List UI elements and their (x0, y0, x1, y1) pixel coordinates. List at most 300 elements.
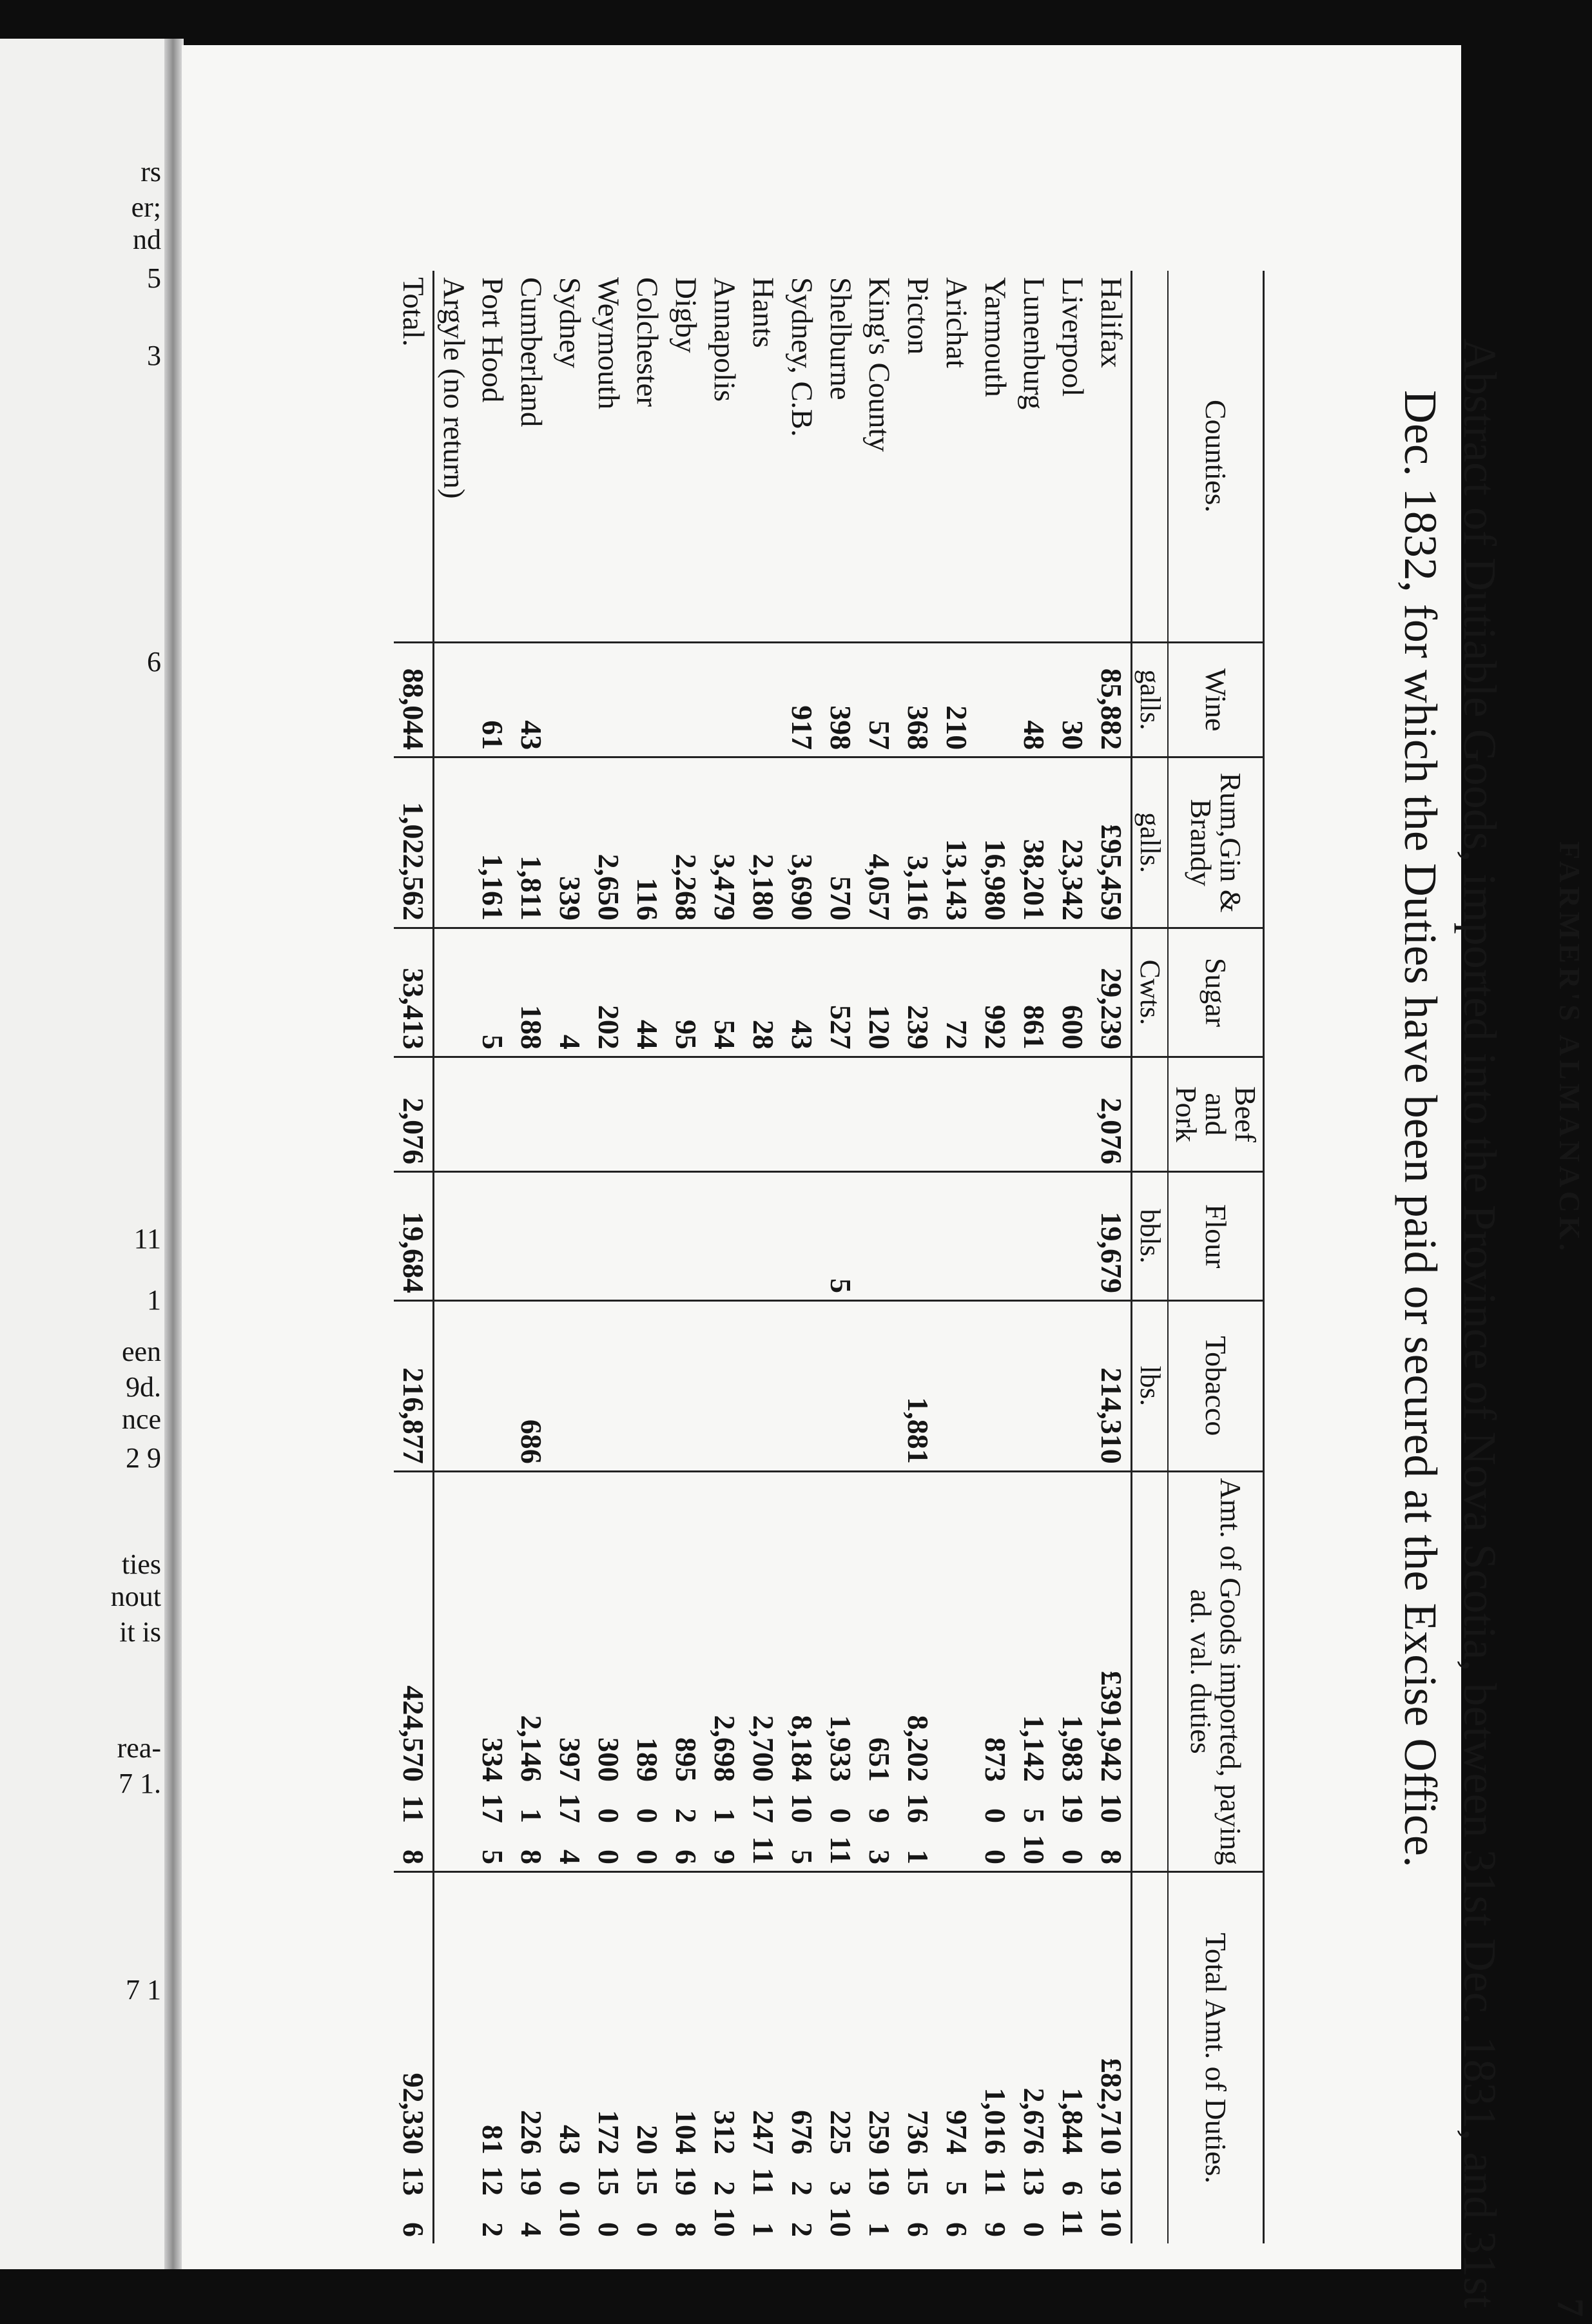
header-ad-valorem: Amt. of Goods imported, paying ad. val. duties (1168, 1471, 1264, 1871)
tobacco-cell (434, 1301, 474, 1472)
beef-cell (473, 1057, 512, 1171)
advalorem-shilling: 2 (670, 1808, 703, 1823)
advalorem-cell (705, 1471, 744, 1871)
duties-pound: 312 (708, 2110, 741, 2154)
duties-pence: 10 (824, 2207, 857, 2237)
duties-cell (512, 1872, 550, 2244)
duties-shilling: 5 (940, 2181, 973, 2196)
duties-cell (782, 1872, 821, 2244)
table-row (1092, 271, 1132, 2243)
advalorem-pound: 189 (631, 1737, 664, 1782)
sugar-cell: 5 (473, 928, 512, 1057)
advalorem-pound: 8,184 (786, 1715, 819, 1782)
flour-cell (550, 1172, 589, 1301)
flour-cell (898, 1172, 937, 1301)
dutiable-goods-table (394, 271, 1265, 2243)
rum-cell (434, 757, 474, 928)
advalorem-pence: 11 (824, 1836, 857, 1864)
wine-cell: 917 (782, 642, 821, 757)
advalorem-pound: 1,983 (1056, 1715, 1089, 1782)
advalorem-shilling: 10 (1095, 1793, 1128, 1823)
tobacco-cell (705, 1301, 744, 1472)
duties-cell (666, 1872, 705, 2244)
advalorem-cell (821, 1471, 860, 1871)
header-wine: Wine (1168, 642, 1264, 757)
table-row (473, 271, 512, 2243)
table-row (1014, 271, 1053, 2243)
advalorem-shilling: 1 (708, 1808, 741, 1823)
advalorem-pound: 1,933 (824, 1715, 857, 1782)
advalorem-shilling: 16 (902, 1793, 935, 1823)
wine-cell (666, 642, 705, 757)
tobacco-cell (821, 1301, 860, 1472)
duties-pound: 20 (631, 2125, 664, 2154)
advalorem-shilling: 17 (476, 1793, 509, 1823)
advalorem-cell (589, 1471, 628, 1871)
duties-pence: 11 (1056, 2209, 1089, 2237)
duties-shilling: 13 (397, 2166, 430, 2196)
page-number: 7 (1549, 2298, 1591, 2317)
beef-cell (550, 1057, 589, 1171)
beef-cell: 2,076 (1092, 1057, 1132, 1171)
flour-cell (782, 1172, 821, 1301)
advalorem-pound: 651 (863, 1737, 896, 1782)
almanac-page (182, 45, 1591, 2317)
flour-cell (628, 1172, 666, 1301)
duties-cell (1092, 1872, 1132, 2244)
advalorem-pence: 11 (747, 1836, 780, 1864)
duties-cell (1053, 1872, 1092, 2244)
county-name: Arichat (940, 277, 973, 368)
advalorem-cell (1092, 1471, 1132, 1871)
table-row (860, 271, 898, 2243)
duties-cell (976, 1872, 1014, 2244)
duties-shilling: 15 (631, 2166, 664, 2196)
county-name: Liverpool (1056, 277, 1089, 397)
wine-cell: 30 (1053, 642, 1092, 757)
table-row (550, 271, 589, 2243)
advalorem-cell (473, 1471, 512, 1871)
tobacco-cell (976, 1301, 1014, 1472)
advalorem-shilling: 10 (786, 1793, 819, 1823)
duties-pence: 2 (786, 2222, 819, 2237)
advalorem-pence: 3 (863, 1850, 896, 1864)
county-name: Annapolis (708, 277, 741, 402)
sugar-cell: 527 (821, 928, 860, 1057)
advalorem-pound: 873 (979, 1737, 1012, 1782)
header-total-duties: Total Amt. of Duties. (1168, 1872, 1264, 2244)
sugar-cell: 4 (550, 928, 589, 1057)
table-row (628, 271, 666, 2243)
county-name: Halifax (1094, 277, 1128, 368)
left-margin-fragment: rs (141, 156, 161, 188)
advalorem-shilling: 9 (863, 1808, 896, 1823)
county-name: Colchester (630, 277, 664, 407)
advalorem-pence: 8 (515, 1850, 548, 1864)
tobacco-cell: 1,881 (898, 1301, 937, 1472)
duties-pound: £82,710 (1095, 2058, 1128, 2154)
tobacco-cell (666, 1301, 705, 1472)
advalorem-cell (937, 1471, 976, 1871)
advalorem-pence: 5 (476, 1850, 509, 1864)
header-sugar: Sugar (1168, 928, 1264, 1057)
county-name: Weymouth (592, 277, 625, 410)
table-units-row (1132, 271, 1169, 2243)
advalorem-pence: 5 (786, 1850, 819, 1864)
header-flour: Flour (1168, 1172, 1264, 1301)
beef-cell (937, 1057, 976, 1171)
unit-total-duties (1132, 1872, 1169, 2244)
beef-cell (898, 1057, 937, 1171)
running-head (1535, 164, 1591, 2324)
wine-cell: 48 (1014, 642, 1053, 757)
duties-pound: 43 (554, 2125, 587, 2154)
unit-flour: bbls. (1132, 1172, 1169, 1301)
advalorem-shilling: 0 (979, 1808, 1012, 1823)
duties-pence: 10 (554, 2207, 587, 2237)
left-margin-fragment: 2 9 (126, 1442, 161, 1474)
table-header-row (1168, 271, 1264, 2243)
rum-cell: 1,022,562 (394, 757, 434, 928)
duties-cell (937, 1872, 976, 2244)
flour-cell (434, 1172, 474, 1301)
county-name: Argyle (no return) (437, 277, 471, 499)
total-row (394, 271, 434, 2243)
advalorem-cell (434, 1471, 474, 1871)
tobacco-cell (937, 1301, 976, 1472)
header-counties: Counties. (1199, 399, 1232, 513)
left-margin-fragment: ties (121, 1548, 161, 1580)
sugar-cell: 188 (512, 928, 550, 1057)
duties-cell (394, 1872, 434, 2244)
county-name: Sydney, C.B. (785, 277, 819, 437)
duties-pence: 9 (979, 2222, 1012, 2237)
sugar-cell: 33,413 (394, 928, 434, 1057)
duties-pound: 259 (863, 2110, 896, 2154)
left-margin-fragment: 3 (147, 340, 161, 371)
table-row (976, 271, 1014, 2243)
county-name: King's County (862, 277, 896, 452)
tobacco-cell (744, 1301, 782, 1472)
table-row (705, 271, 744, 2243)
duties-cell (898, 1872, 937, 2244)
sugar-cell (434, 928, 474, 1057)
sugar-cell: 600 (1053, 928, 1092, 1057)
advalorem-pence: 0 (1056, 1850, 1089, 1864)
duties-pence: 0 (631, 2222, 664, 2237)
wine-cell: 398 (821, 642, 860, 757)
duties-shilling: 12 (476, 2166, 509, 2196)
advalorem-pence: 9 (708, 1850, 741, 1864)
duties-pence: 1 (747, 2222, 780, 2237)
duties-pound: 736 (902, 2110, 935, 2154)
flour-cell (473, 1172, 512, 1301)
duties-pence: 4 (515, 2222, 548, 2237)
previous-page-margin (0, 39, 174, 2269)
duties-shilling: 6 (1056, 2181, 1089, 2196)
sugar-cell: 54 (705, 928, 744, 1057)
duties-pound: 225 (824, 2110, 857, 2154)
duties-shilling: 15 (592, 2166, 625, 2196)
flour-cell (1053, 1172, 1092, 1301)
flour-cell: 19,679 (1092, 1172, 1132, 1301)
book-gutter (164, 39, 184, 2269)
tobacco-cell (473, 1301, 512, 1472)
beef-cell (512, 1057, 550, 1171)
tobacco-cell (782, 1301, 821, 1472)
duties-cell (744, 1872, 782, 2244)
beef-cell: 2,076 (394, 1057, 434, 1171)
advalorem-pound: 2,146 (515, 1715, 548, 1782)
table-row (666, 271, 705, 2243)
beef-cell (589, 1057, 628, 1171)
duties-cell (1014, 1872, 1053, 2244)
county-name: Total. (394, 271, 434, 642)
rum-cell: 13,143 (937, 757, 976, 928)
beef-cell (434, 1057, 474, 1171)
table-row (434, 271, 474, 2243)
rum-cell: 16,980 (976, 757, 1014, 928)
advalorem-pound: 8,202 (902, 1715, 935, 1782)
table-row (782, 271, 821, 2243)
wine-cell (434, 642, 474, 757)
rum-cell: 3,690 (782, 757, 821, 928)
county-name: Port Hood (476, 277, 509, 403)
sugar-cell: 202 (589, 928, 628, 1057)
duties-pence: 6 (940, 2222, 973, 2237)
advalorem-pence: 8 (397, 1850, 430, 1864)
advalorem-cell (550, 1471, 589, 1871)
duties-pound: 247 (747, 2110, 780, 2154)
duties-shilling: 19 (515, 2166, 548, 2196)
duties-shilling: 0 (554, 2181, 587, 2196)
duties-pound: 92,330 (397, 2073, 430, 2154)
sugar-cell: 992 (976, 928, 1014, 1057)
duties-pound: 974 (940, 2110, 973, 2154)
sugar-cell: 44 (628, 928, 666, 1057)
duties-cell (589, 1872, 628, 2244)
tobacco-cell (1053, 1301, 1092, 1472)
beef-cell (1053, 1057, 1092, 1171)
beef-cell (705, 1057, 744, 1171)
duties-shilling: 11 (747, 2167, 780, 2196)
beef-cell (1014, 1057, 1053, 1171)
wine-cell: 368 (898, 642, 937, 757)
county-name: Digby (669, 277, 703, 353)
table-row (937, 271, 976, 2243)
advalorem-cell (898, 1471, 937, 1871)
wine-cell (976, 642, 1014, 757)
county-name: Hants (746, 277, 780, 348)
advalorem-pence: 6 (670, 1850, 703, 1864)
left-margin-fragment: rea- (117, 1732, 161, 1764)
advalorem-shilling: 17 (554, 1793, 587, 1823)
advalorem-cell (394, 1471, 434, 1871)
unit-beef (1132, 1057, 1169, 1171)
table-row (821, 271, 860, 2243)
left-margin-fragment: 7 1. (119, 1768, 161, 1799)
wine-cell (628, 642, 666, 757)
beef-cell (976, 1057, 1014, 1171)
duties-pence: 10 (1095, 2207, 1128, 2237)
duties-cell (473, 1872, 512, 2244)
duties-pound: 1,016 (979, 2087, 1012, 2154)
flour-cell (589, 1172, 628, 1301)
rum-cell: 1,161 (473, 757, 512, 928)
flour-cell: 19,684 (394, 1172, 434, 1301)
advalorem-cell (782, 1471, 821, 1871)
duties-pound: 2,676 (1018, 2087, 1051, 2154)
tobacco-cell: 686 (512, 1301, 550, 1472)
wine-cell: 210 (937, 642, 976, 757)
rum-cell: £95,459 (1092, 757, 1132, 928)
wine-cell (744, 642, 782, 757)
rum-cell: 4,057 (860, 757, 898, 928)
tobacco-cell (1014, 1301, 1053, 1472)
county-name: Cumberland (514, 277, 548, 427)
flour-cell (512, 1172, 550, 1301)
duties-shilling: 2 (708, 2181, 741, 2196)
unit-counties (1132, 271, 1169, 642)
sugar-cell: 29,239 (1092, 928, 1132, 1057)
table-row (1053, 271, 1092, 2243)
advalorem-shilling: 1 (515, 1808, 548, 1823)
duties-shilling: 3 (824, 2181, 857, 2196)
left-margin-fragment: it is (119, 1616, 161, 1648)
rum-cell: 3,116 (898, 757, 937, 928)
advalorem-shilling: 0 (631, 1808, 664, 1823)
duties-cell (628, 1872, 666, 2244)
advalorem-shilling: 0 (592, 1808, 625, 1823)
wine-cell (550, 642, 589, 757)
header-rum-gin-brandy: Rum,Gin & Brandy (1168, 757, 1264, 928)
advalorem-shilling: 5 (1018, 1808, 1051, 1823)
duties-pound: 81 (476, 2125, 509, 2154)
flour-cell (1014, 1172, 1053, 1301)
beef-cell (666, 1057, 705, 1171)
flour-cell (937, 1172, 976, 1301)
sugar-cell: 95 (666, 928, 705, 1057)
unit-tobacco: lbs. (1132, 1301, 1169, 1472)
tobacco-cell (550, 1301, 589, 1472)
left-margin-fragment: 1 (147, 1284, 161, 1316)
advalorem-cell (1014, 1471, 1053, 1871)
advalorem-pound: 2,698 (708, 1715, 741, 1782)
tobacco-cell (628, 1301, 666, 1472)
wine-cell: 57 (860, 642, 898, 757)
tobacco-cell (860, 1301, 898, 1472)
duties-pound: 676 (786, 2110, 819, 2154)
duties-shilling: 19 (1095, 2166, 1128, 2196)
sugar-cell: 28 (744, 928, 782, 1057)
table-row (898, 271, 937, 2243)
left-margin-fragment: 6 (147, 646, 161, 678)
duties-shilling: 19 (670, 2166, 703, 2196)
beef-cell (628, 1057, 666, 1171)
rotated-page-content (396, 164, 1591, 2324)
duties-shilling: 19 (863, 2166, 896, 2196)
sugar-cell: 239 (898, 928, 937, 1057)
wine-cell (589, 642, 628, 757)
advalorem-cell (666, 1471, 705, 1871)
advalorem-shilling: 11 (397, 1795, 430, 1823)
duties-cell (860, 1872, 898, 2244)
wine-cell: 85,882 (1092, 642, 1132, 757)
advalorem-cell (860, 1471, 898, 1871)
duties-shilling: 2 (786, 2181, 819, 2196)
county-name: Lunenburg (1017, 277, 1051, 410)
beef-cell (782, 1057, 821, 1171)
advalorem-pound: 397 (554, 1737, 587, 1782)
duties-pence: 6 (397, 2222, 430, 2237)
unit-sugar: Cwts. (1132, 928, 1169, 1057)
wine-cell: 88,044 (394, 642, 434, 757)
county-name: Yarmouth (978, 277, 1012, 397)
sugar-cell: 72 (937, 928, 976, 1057)
rum-cell: 570 (821, 757, 860, 928)
left-margin-fragment: er; (131, 191, 161, 223)
advalorem-shilling: 19 (1056, 1793, 1089, 1823)
unit-ad-valorem (1132, 1471, 1169, 1871)
advalorem-pence: 10 (1018, 1835, 1051, 1864)
header-beef-pork: Beef and Pork (1168, 1057, 1264, 1171)
duties-pence: 2 (476, 2222, 509, 2237)
wine-cell: 43 (512, 642, 550, 757)
beef-cell (860, 1057, 898, 1171)
advalorem-cell (1053, 1471, 1092, 1871)
wine-cell: 61 (473, 642, 512, 757)
rum-cell: 38,201 (1014, 757, 1053, 928)
tobacco-cell (589, 1301, 628, 1472)
advalorem-pence: 0 (631, 1850, 664, 1864)
left-margin-fragment: 11 (133, 1223, 161, 1255)
advalorem-pound: 2,700 (747, 1715, 780, 1782)
advalorem-pound: 424,570 (397, 1685, 430, 1782)
table-body (394, 271, 1132, 2243)
duties-pence: 1 (863, 2222, 896, 2237)
duties-shilling: 13 (1018, 2166, 1051, 2196)
unit-rum: galls. (1132, 757, 1169, 928)
left-margin-fragment: 7 1 (126, 1974, 161, 2006)
beef-cell (821, 1057, 860, 1171)
flour-cell (976, 1172, 1014, 1301)
advalorem-pound: 895 (670, 1737, 703, 1782)
duties-pound: 226 (515, 2110, 548, 2154)
rum-cell: 116 (628, 757, 666, 928)
flour-cell (666, 1172, 705, 1301)
advalorem-cell (744, 1471, 782, 1871)
duties-pence: 6 (902, 2222, 935, 2237)
county-name: Picton (901, 277, 935, 355)
left-margin-fragment: een (121, 1336, 161, 1367)
flour-cell: 5 (821, 1172, 860, 1301)
sugar-cell: 43 (782, 928, 821, 1057)
advalorem-shilling: 17 (747, 1793, 780, 1823)
duties-pound: 1,844 (1056, 2087, 1089, 2154)
rum-cell: 2,650 (589, 757, 628, 928)
advalorem-pence: 0 (592, 1850, 625, 1864)
beef-cell (744, 1057, 782, 1171)
advalorem-pound: 1,142 (1018, 1715, 1051, 1782)
advalorem-pence: 1 (902, 1850, 935, 1864)
duties-shilling: 11 (979, 2167, 1012, 2196)
rum-cell: 3,479 (705, 757, 744, 928)
left-margin-fragment: 9d. (126, 1371, 161, 1403)
duties-cell (705, 1872, 744, 2244)
rum-cell: 2,268 (666, 757, 705, 928)
advalorem-cell (976, 1471, 1014, 1871)
advalorem-pound: 334 (476, 1737, 509, 1782)
